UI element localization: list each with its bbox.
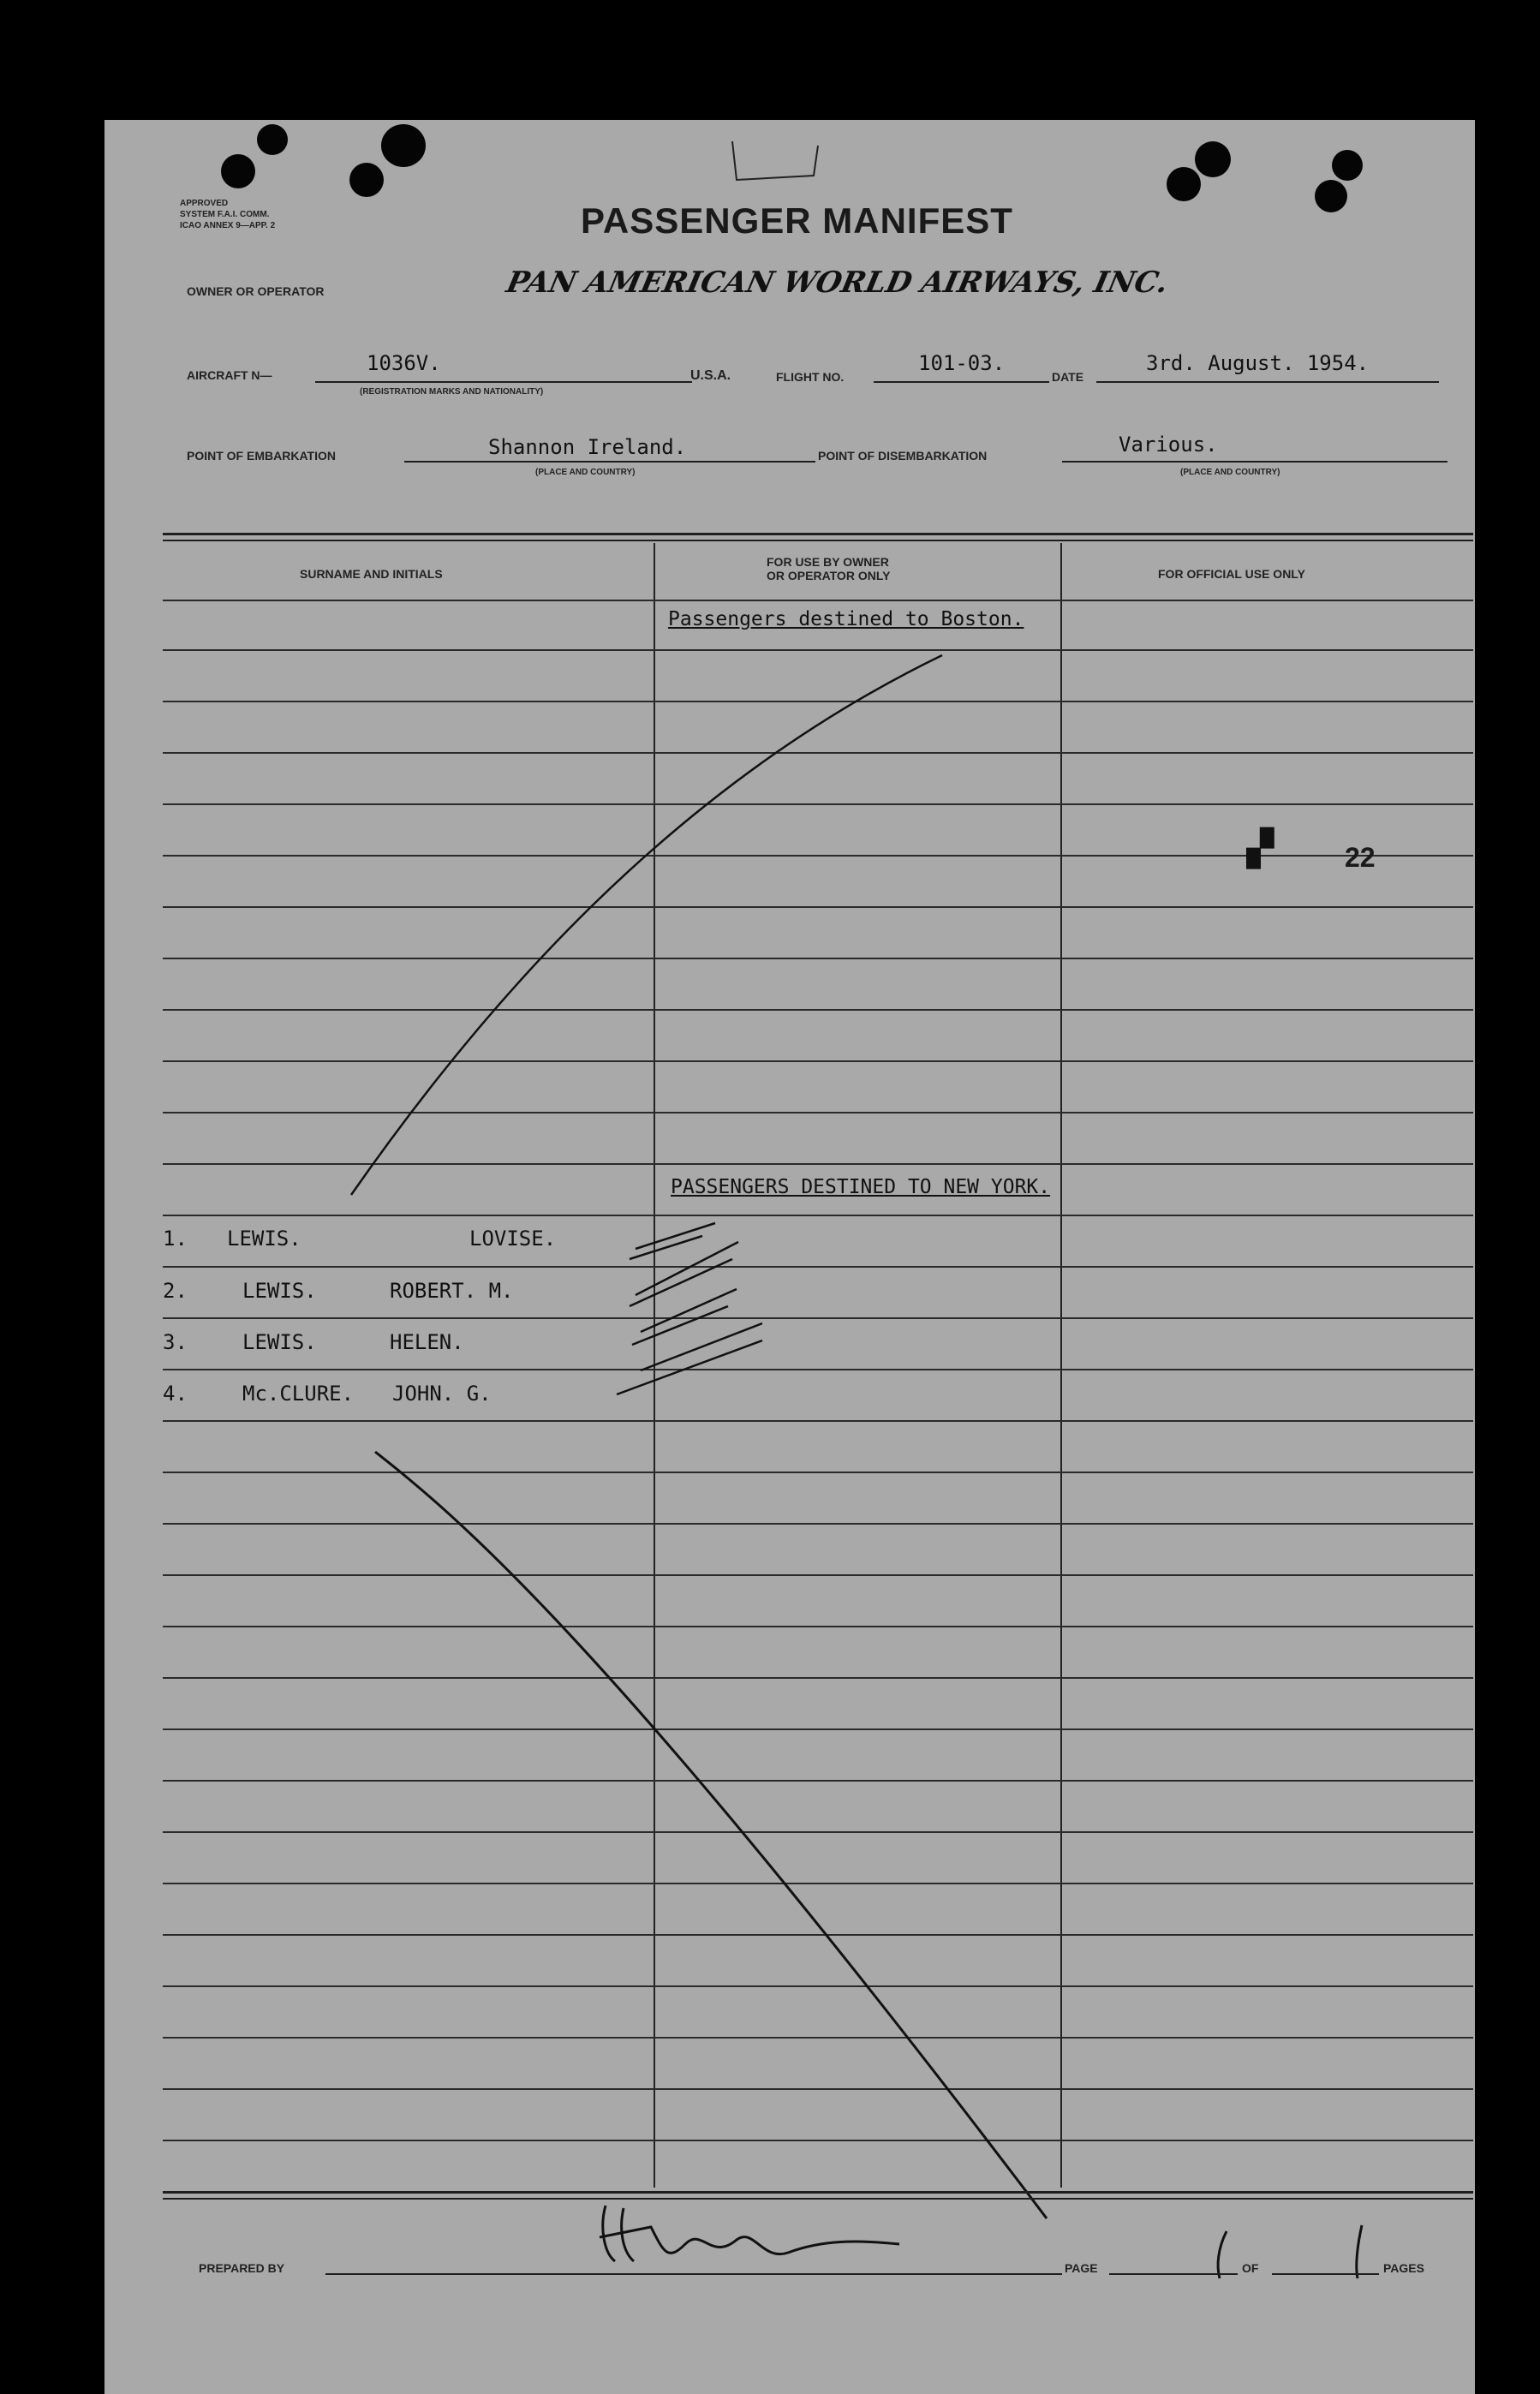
flight-label: FLIGHT NO.: [776, 370, 845, 384]
boston-heading: Passengers destined to Boston.: [668, 608, 1024, 630]
passenger-number: 1.: [163, 1227, 188, 1251]
embark-value: Shannon Ireland.: [488, 435, 687, 459]
passenger-number: 2.: [163, 1279, 188, 1303]
passenger-surname: LEWIS.: [242, 1279, 317, 1303]
page-title: PASSENGER MANIFEST: [581, 200, 1013, 241]
date-value: 3rd. August. 1954.: [1146, 351, 1370, 375]
disembark-note: (PLACE AND COUNTRY): [1180, 468, 1280, 477]
passenger-number: 4.: [163, 1382, 188, 1406]
disembark-label: POINT OF DISEMBARKATION: [818, 449, 988, 463]
col-header-surname: SURNAME AND INITIALS: [300, 567, 443, 581]
prepared-by-label: PREPARED BY: [199, 2261, 285, 2275]
passenger-given-name: HELEN.: [390, 1330, 464, 1354]
usa-label: U.S.A.: [690, 368, 731, 383]
page-underline: [1109, 2273, 1238, 2275]
flight-value: 101-03.: [918, 351, 1006, 375]
aircraft-label: AIRCRAFT N—: [187, 368, 272, 382]
ny-heading: PASSENGERS DESTINED TO NEW YORK.: [671, 1176, 1051, 1198]
embark-label: POINT OF EMBARKATION: [187, 449, 336, 463]
owner-value: PAN AMERICAN WORLD AIRWAYS, INC.: [503, 266, 1172, 300]
passenger-given-name: ROBERT. M.: [390, 1279, 514, 1303]
table-bottom-rule: [163, 2191, 1473, 2194]
approval-line: ICAO ANNEX 9—APP. 2: [180, 221, 276, 230]
aircraft-value: 1036V.: [367, 351, 441, 375]
passenger-given-name: JOHN. G.: [392, 1382, 492, 1406]
owner-label: OWNER OR OPERATOR: [187, 284, 325, 298]
embark-note: (PLACE AND COUNTRY): [535, 468, 636, 477]
col-header-official: FOR OFFICIAL USE ONLY: [1158, 567, 1305, 581]
table-bottom-rule: [163, 2198, 1473, 2200]
approval-line: SYSTEM F.A.I. COMM.: [180, 210, 270, 219]
col-header-operator: OR OPERATOR ONLY: [767, 569, 891, 582]
pages-label: PAGES: [1383, 2261, 1424, 2275]
passenger-surname: Mc.CLURE.: [242, 1382, 355, 1406]
of-underline: [1272, 2273, 1379, 2275]
date-label: DATE: [1052, 370, 1084, 384]
passenger-given-name: LOVISE.: [469, 1227, 557, 1251]
aircraft-note: (REGISTRATION MARKS AND NATIONALITY): [360, 387, 544, 397]
passenger-surname: LEWIS.: [242, 1330, 317, 1354]
passenger-surname: LEWIS.: [227, 1227, 301, 1251]
disembark-value: Various.: [1119, 433, 1218, 457]
official-mark: ▞: [1247, 830, 1274, 868]
passenger-number: 3.: [163, 1330, 188, 1354]
official-number: 22: [1345, 842, 1376, 873]
approval-line: APPROVED: [180, 199, 229, 208]
of-label: OF: [1242, 2261, 1259, 2275]
col-header-operator: FOR USE BY OWNER: [767, 555, 889, 569]
prepared-by-underline: [325, 2273, 1062, 2275]
page-label: PAGE: [1065, 2261, 1098, 2275]
